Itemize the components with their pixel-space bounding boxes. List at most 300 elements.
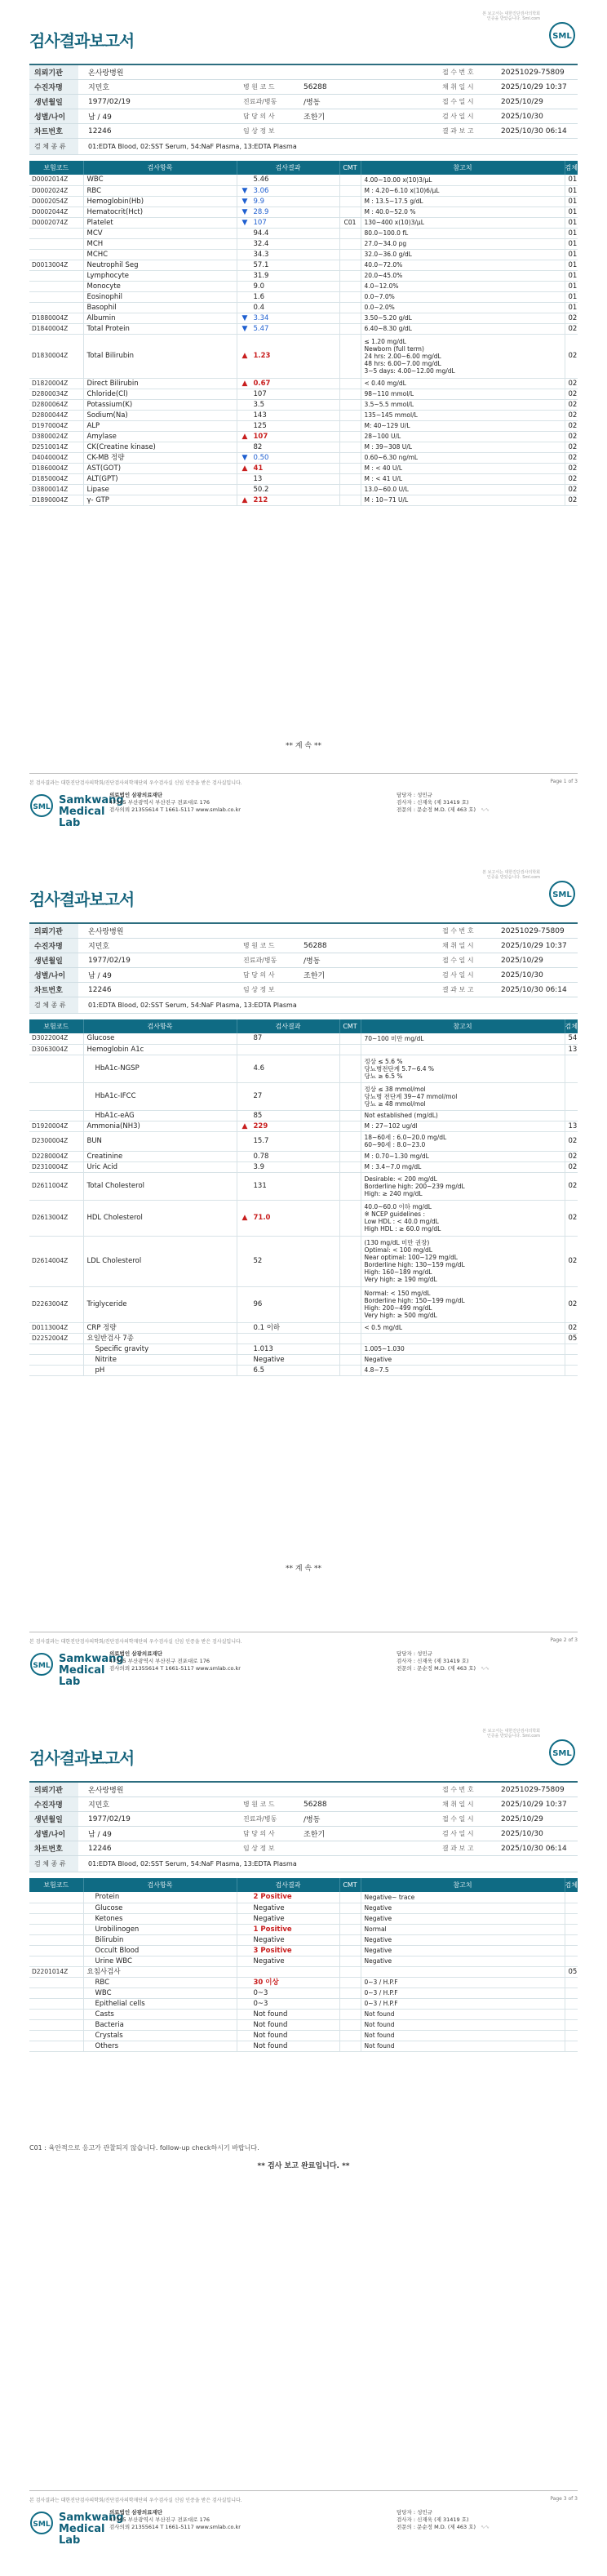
test-item: MCV (83, 228, 237, 238)
org-address: 47305 부산광역시 부산진구 전포대로 176 (109, 1658, 210, 1664)
test-result: ▼ 107 (237, 217, 339, 228)
specimen-code: 02 (565, 420, 578, 431)
header-field-value: 온사랑병원 (88, 928, 124, 936)
reference-range: Not found (361, 2009, 565, 2019)
header-field-label: 검 체 종 류 (29, 997, 78, 1013)
header-field-label: 진료과/병동 (243, 98, 277, 105)
insurance-code (29, 1365, 83, 1375)
footer-text: 전문의 : (397, 1665, 416, 1672)
col-header-cmt: CMT (339, 1019, 361, 1033)
test-item: Ammonia(NH3) (83, 1121, 237, 1131)
comment-code (339, 420, 361, 431)
test-result: 107 (237, 389, 339, 399)
header-field-label: 담 당 의 사 (243, 113, 275, 120)
test-item: WBC (83, 175, 237, 185)
sml-mark-icon (29, 2511, 54, 2535)
test-result: ▼ 28.9 (237, 207, 339, 217)
insurance-code: D1830004Z (29, 334, 83, 378)
test-item: HDL Cholesterol (83, 1200, 237, 1236)
header-field-label: 임 상 정 보 (243, 127, 275, 135)
header-field-value: 56288 (304, 941, 327, 950)
specimen-code: 13 (565, 1121, 578, 1131)
table-row (29, 334, 578, 378)
footer-text: 검사자 : (397, 1658, 416, 1664)
footer-text (109, 792, 241, 814)
header-field-value: 1977/02/19 (88, 956, 131, 965)
test-result: ▲ 0.67 (237, 378, 339, 389)
specimen-code: 01 (565, 228, 578, 238)
test-item: Glucose (83, 1903, 237, 1913)
page-number: Page 3 of 3 (550, 2496, 578, 2502)
table-row (29, 1322, 578, 1333)
header-field-label: 채 취 일 시 (442, 942, 474, 949)
table-row (29, 399, 578, 410)
reference-range: Not found (361, 2041, 565, 2051)
footer-text: 신재욱 (제 31419 호) (417, 799, 469, 806)
header-field-label: 병 원 코 드 (243, 1801, 275, 1808)
specimen-code (565, 1055, 578, 1082)
arrow-down-icon: ▼ (241, 324, 248, 333)
table-row (29, 185, 578, 196)
specimen-code: 02 (565, 334, 578, 378)
test-result: Negative (237, 1913, 339, 1924)
col-header-ref: 참고치 (361, 1019, 565, 1033)
specimen-code: 02 (565, 389, 578, 399)
specimen-code (565, 1365, 578, 1375)
header-field-value: /병동 (304, 957, 321, 966)
test-result: Not found (237, 2030, 339, 2041)
test-item: Specific gravity (83, 1344, 237, 1354)
specimen-code (565, 1998, 578, 2009)
insurance-code: D2800044Z (29, 410, 83, 420)
test-item: Albumin (83, 313, 237, 323)
header-field-value: 01:EDTA Blood, 02:SST Serum, 54:NaF Plasma, 13:EDTA Plasma (88, 143, 297, 150)
lab-results-table (29, 1019, 578, 1376)
table-row (29, 238, 578, 249)
reference-range (361, 1966, 565, 1977)
footer-text (397, 799, 490, 806)
footer-text: 담당자 : (397, 2509, 416, 2516)
col-header-cmt: CMT (339, 1878, 361, 1892)
specimen-code (565, 1934, 578, 1945)
test-result: 2 Positive (237, 1892, 339, 1903)
table-row (29, 1892, 578, 1903)
test-item: Chloride(Cl) (83, 389, 237, 399)
header-field-value: 20251029-75809 (501, 68, 565, 77)
table-row (29, 1200, 578, 1236)
comment-code (339, 1892, 361, 1903)
reference-range: Not established (mg/dL) (361, 1110, 565, 1121)
test-result: ▼ 0.50 (237, 452, 339, 463)
specimen-code: 02 (565, 410, 578, 420)
table-row (29, 1131, 578, 1151)
table-row (29, 1934, 578, 1945)
reference-range: (130 mg/dL 미만 권장) Optimal: < 100 mg/dL Near optimal: 100~129 mg/dL Borderline high: 130~159 mg/dL High: 160~189 mg/dL Very high: ≥ 190 mg/dL (361, 1236, 565, 1286)
disclaimer-bar: 본 검사결과는 대한진단검사의학회/진단검사의학재단의 우수검사실 신임 인증을 받은 검사실입니다. Page 3 of 3 (29, 2490, 578, 2503)
table-row (29, 2041, 578, 2051)
reference-range: 6.40~8.30 g/dL (361, 323, 565, 334)
specimen-code: 02 (565, 442, 578, 452)
footer (29, 1647, 578, 1688)
test-result: ▲ 229 (237, 1121, 339, 1131)
header-field-value (294, 983, 437, 997)
reference-range: M : 39~308 U/L (361, 442, 565, 452)
col-header-result: 검사결과 (237, 1878, 339, 1892)
footer-text: 문순정 M.D. (제 463 호) (417, 2524, 476, 2530)
table-row (29, 175, 578, 185)
reference-range: M : 4.20~6.10 x(10)6/μL (361, 185, 565, 196)
test-item: MCH (83, 238, 237, 249)
test-result: ▲ 107 (237, 431, 339, 442)
specimen-code: 01 (565, 270, 578, 281)
report-page-3 (0, 1717, 607, 2576)
comment-code (339, 1934, 361, 1945)
footer-text: 성민규 (417, 792, 433, 798)
arrow-down-icon: ▼ (241, 218, 248, 227)
specimen-code (565, 1945, 578, 1956)
reference-range: Negative (361, 1945, 565, 1956)
test-item: Total Cholesterol (83, 1172, 237, 1200)
reference-range: 20.0~45.0% (361, 270, 565, 281)
comment-code (339, 431, 361, 442)
test-result: 1.6 (237, 291, 339, 302)
footer (29, 2506, 578, 2547)
header-field-value: 2025/10/29 10:37 (501, 1800, 567, 1809)
reference-range: Not found (361, 2030, 565, 2041)
header-field-value: 2025/10/30 (501, 1829, 543, 1838)
table-row (29, 302, 578, 313)
header-field-label: 성별/나이 (29, 1827, 78, 1841)
test-item: γ- GTP (83, 495, 237, 505)
specimen-code: 01 (565, 196, 578, 207)
test-item: Potassium(K) (83, 399, 237, 410)
footer-text (397, 1665, 490, 1672)
table-row (29, 1286, 578, 1322)
reference-range: 4.00~10.00 x(10)3/μL (361, 175, 565, 185)
insurance-code (29, 1110, 83, 1121)
comment-code (339, 1110, 361, 1121)
specimen-code: 02 (565, 1286, 578, 1322)
header-field-value: 2025/10/29 (501, 956, 543, 965)
insurance-code: D0002014Z (29, 175, 83, 185)
test-result: Negative (237, 1934, 339, 1945)
specimen-code (565, 1956, 578, 1966)
reference-range: 정상 ≤ 38 mmol/mol 당뇨병 전단계 39~47 mmol/mol 당뇨 ≥ 48 mmol/mol (361, 1082, 565, 1110)
col-header-code: 보험코드 (29, 1019, 83, 1033)
footer-text (397, 2509, 490, 2531)
comment-code (339, 1172, 361, 1200)
test-result (237, 1333, 339, 1344)
header-field-label: 수진자명 (29, 80, 78, 94)
comment-code (339, 302, 361, 313)
specimen-code: 02 (565, 473, 578, 484)
test-item: Hematocrit(Hct) (83, 207, 237, 217)
test-result: ▼ 5.47 (237, 323, 339, 334)
table-row (29, 1998, 578, 2009)
header-field-label: 성별/나이 (29, 968, 78, 982)
patient-info-header (29, 1781, 578, 1872)
table-row (29, 1344, 578, 1354)
comment-code (339, 291, 361, 302)
footer-text: 문순정 M.D. (제 463 호) (417, 806, 476, 813)
col-header-spec: 검체 (565, 1878, 578, 1892)
org-address: 47305 부산광역시 부산진구 전포대로 176 (109, 2516, 210, 2523)
table-row (29, 1044, 578, 1055)
comment-code (339, 1966, 361, 1977)
lab-results-table (29, 161, 578, 506)
test-item: Neutrophil Seg (83, 260, 237, 270)
col-header-ref: 참고치 (361, 161, 565, 175)
table-row (29, 196, 578, 207)
comment-code (339, 2041, 361, 2051)
table-row (29, 1956, 578, 1966)
test-item: RBC (83, 185, 237, 196)
arrow-down-icon: ▼ (241, 313, 248, 322)
comment-code (339, 1977, 361, 1988)
specimen-code: 02 (565, 1322, 578, 1333)
test-result: 34.3 (237, 249, 339, 260)
test-item: Platelet (83, 217, 237, 228)
comment-code (339, 1913, 361, 1924)
header-field-value: 12246 (88, 1844, 112, 1853)
comment-code (339, 1121, 361, 1131)
test-item: Triglyceride (83, 1286, 237, 1322)
reference-range: 40.0~60.0 이하 mg/dL ※ NCEP guidelines : Low HDL : < 40.0 mg/dL High HDL : ≥ 60.0 mg/dL (361, 1200, 565, 1236)
header-field-value: 조한기 (304, 113, 326, 122)
reference-range: M : 3.4~7.0 mg/dL (361, 1161, 565, 1172)
footer-text: 성민규 (417, 2509, 433, 2516)
test-result: Negative (237, 1354, 339, 1365)
header-field-value: 56288 (304, 1800, 327, 1809)
test-item: HbA1c-NGSP (83, 1055, 237, 1082)
header-field-label: 생년월일 (29, 953, 78, 967)
table-row (29, 270, 578, 281)
org-name: 의료법인 삼광의료재단 (109, 2509, 163, 2516)
specimen-code (565, 1903, 578, 1913)
test-result: ▲ 41 (237, 463, 339, 473)
header-field-label: 수진자명 (29, 1797, 78, 1811)
test-result: 27 (237, 1082, 339, 1110)
insurance-code: D2613004Z (29, 1200, 83, 1236)
sml-logo-icon (548, 1739, 579, 1766)
insurance-code (29, 1903, 83, 1913)
comment-code (339, 2009, 361, 2019)
test-result: 57.1 (237, 260, 339, 270)
table-row (29, 389, 578, 399)
test-item: Amylase (83, 431, 237, 442)
test-result: 87 (237, 1033, 339, 1044)
table-row (29, 1121, 578, 1131)
col-header-item: 검사항목 (83, 1878, 237, 1892)
comment-code (339, 1082, 361, 1110)
insurance-code (29, 249, 83, 260)
header-field-value: 지민호 (88, 943, 110, 951)
insurance-code: D1880004Z (29, 313, 83, 323)
header-field-label: 검 체 종 류 (29, 1856, 78, 1872)
comment-code (339, 1945, 361, 1956)
header-field-label: 접 수 일 시 (442, 1815, 474, 1823)
test-result: 52 (237, 1236, 339, 1286)
header-field-value: 남 / 49 (88, 972, 112, 980)
signature: ∿∿ (481, 1665, 490, 1672)
specimen-code: 02 (565, 1161, 578, 1172)
samkwang-logo (29, 788, 124, 829)
test-item: Sodium(Na) (83, 410, 237, 420)
test-item: Ketones (83, 1913, 237, 1924)
table-row (29, 463, 578, 473)
arrow-down-icon: ▼ (241, 453, 248, 462)
reference-range: M : < 40 U/L (361, 463, 565, 473)
specimen-code: 13 (565, 1044, 578, 1055)
header-field-value: /병동 (304, 99, 321, 107)
signature: ∿∿ (481, 806, 490, 813)
table-row (29, 260, 578, 270)
test-item: CRP 정량 (83, 1322, 237, 1333)
table-row (29, 1055, 578, 1082)
test-result: 32.4 (237, 238, 339, 249)
header-field-value: /병동 (304, 1816, 321, 1824)
table-row (29, 1966, 578, 1977)
insurance-code (29, 2019, 83, 2030)
insurance-code: D3022004Z (29, 1033, 83, 1044)
reference-range: < 0.5 mg/dL (361, 1322, 565, 1333)
insurance-code (29, 2009, 83, 2019)
report-page-1 (0, 0, 607, 859)
test-result: 96 (237, 1286, 339, 1322)
page-number: Page 2 of 3 (550, 1637, 578, 1643)
test-result: 3 Positive (237, 1945, 339, 1956)
reference-range (361, 1044, 565, 1055)
insurance-code: D2252004Z (29, 1333, 83, 1344)
header-field-label: 생년월일 (29, 1812, 78, 1826)
patient-info-header (29, 64, 578, 155)
comment-code (339, 1161, 361, 1172)
test-item: Total Protein (83, 323, 237, 334)
header-field-value: 온사랑병원 (88, 69, 124, 78)
insurance-code (29, 2030, 83, 2041)
test-item: ALP (83, 420, 237, 431)
test-result: 0~3 (237, 1998, 339, 2009)
comment-code (339, 249, 361, 260)
table-row (29, 378, 578, 389)
table-row (29, 1977, 578, 1988)
test-item: 요일반검사 7종 (83, 1333, 237, 1344)
reference-range: 18~60세 : 6.0~20.0 mg/dL 60~90세 : 8.0~23.0 (361, 1131, 565, 1151)
patient-info-header (29, 922, 578, 1014)
reference-range: 0.60~6.30 ng/mL (361, 452, 565, 463)
test-result: 82 (237, 442, 339, 452)
test-item: Urobilinogen (83, 1924, 237, 1934)
table-row (29, 1151, 578, 1161)
reference-range: M : 40.0~52.0 % (361, 207, 565, 217)
accreditation-note: 본 보고서는 대한진단검사의학회 인증을 받았습니다. Sml.com (482, 11, 540, 21)
header-field-label: 채 취 일 시 (442, 1801, 474, 1808)
test-item: Total Bilirubin (83, 334, 237, 378)
insurance-code (29, 1082, 83, 1110)
header-field-label: 담 당 의 사 (243, 971, 275, 979)
comment-code (339, 442, 361, 452)
insurance-code (29, 1956, 83, 1966)
col-header-ref: 참고치 (361, 1878, 565, 1892)
test-item: Nitrite (83, 1354, 237, 1365)
test-result: Not found (237, 2009, 339, 2019)
comment-code (339, 196, 361, 207)
comment-code (339, 2019, 361, 2030)
comment-code (339, 473, 361, 484)
test-result (237, 1044, 339, 1055)
insurance-code: D1860004Z (29, 463, 83, 473)
comment-code (339, 1286, 361, 1322)
reference-range: Normal: < 150 mg/dL Borderline high: 150~199 mg/dL High: 200~499 mg/dL Very high: ≥ 500 mg/dL (361, 1286, 565, 1322)
arrow-down-icon: ▼ (241, 186, 248, 195)
reference-range: 70~100 미만 mg/dL (361, 1033, 565, 1044)
header-field-value: 2025/10/29 (501, 97, 543, 106)
insurance-code (29, 1924, 83, 1934)
continued-note: ** 계 속 ** (286, 742, 321, 750)
table-row (29, 1913, 578, 1924)
table-row (29, 1903, 578, 1913)
test-result: ▼ 3.34 (237, 313, 339, 323)
specimen-code: 01 (565, 281, 578, 291)
header-field-value: 조한기 (304, 972, 326, 980)
test-item: Casts (83, 2009, 237, 2019)
table-row (29, 291, 578, 302)
table-row (29, 1365, 578, 1375)
accreditation-note: 본 보고서는 대한진단검사의학회 인증을 받았습니다. Sml.com (482, 1729, 540, 1739)
header-field-label: 접 수 일 시 (442, 957, 474, 964)
org-address: 47305 부산광역시 부산진구 전포대로 176 (109, 799, 210, 806)
reference-range: 정상 ≤ 5.6 % 당뇨병전단계 5.7~6.4 % 당뇨 ≥ 6.5 % (361, 1055, 565, 1082)
header-field-value: 지민호 (88, 84, 110, 92)
comment-code (339, 1131, 361, 1151)
reference-range: 0~3 / H.P.F (361, 1988, 565, 1998)
header-field-label: 담 당 의 사 (243, 1830, 275, 1837)
test-item: Creatinine (83, 1151, 237, 1161)
comment-code (339, 484, 361, 495)
reference-range: 4.8~7.5 (361, 1365, 565, 1375)
header-field-label: 접 수 번 호 (442, 1786, 474, 1793)
specimen-code (565, 2009, 578, 2019)
specimen-code: 01 (565, 217, 578, 228)
reference-range: 3.5~5.5 mmol/L (361, 399, 565, 410)
header-field-label: 진료과/병동 (243, 957, 277, 964)
insurance-code (29, 1988, 83, 1998)
table-row (29, 2019, 578, 2030)
comment-code (339, 1322, 361, 1333)
header-field-value: 2025/10/30 (501, 112, 543, 121)
arrow-up-icon: ▲ (241, 379, 248, 388)
comment-code (339, 1236, 361, 1286)
footer-text: SML (33, 803, 51, 811)
specimen-code: 02 (565, 399, 578, 410)
org-contact: 검사의뢰 21355614 T 1661-5117 www.smlab.co.kr (109, 2524, 241, 2530)
col-header-item: 검사항목 (83, 161, 237, 175)
col-header-spec: 검체 (565, 161, 578, 175)
specimen-code (565, 1344, 578, 1354)
reference-range: 3.50~5.20 g/dL (361, 313, 565, 323)
brand-subname: Medical Lab (59, 806, 105, 829)
header-field-value: 2025/10/29 10:37 (501, 82, 567, 91)
reference-range: Negative (361, 1354, 565, 1365)
comment-code (339, 175, 361, 185)
test-item: Lymphocyte (83, 270, 237, 281)
table-row (29, 228, 578, 238)
insurance-code (29, 302, 83, 313)
test-item: HbA1c-eAG (83, 1110, 237, 1121)
header-field-value: 1977/02/19 (88, 97, 131, 106)
reference-range: 40.0~72.0% (361, 260, 565, 270)
specimen-code: 01 (565, 175, 578, 185)
